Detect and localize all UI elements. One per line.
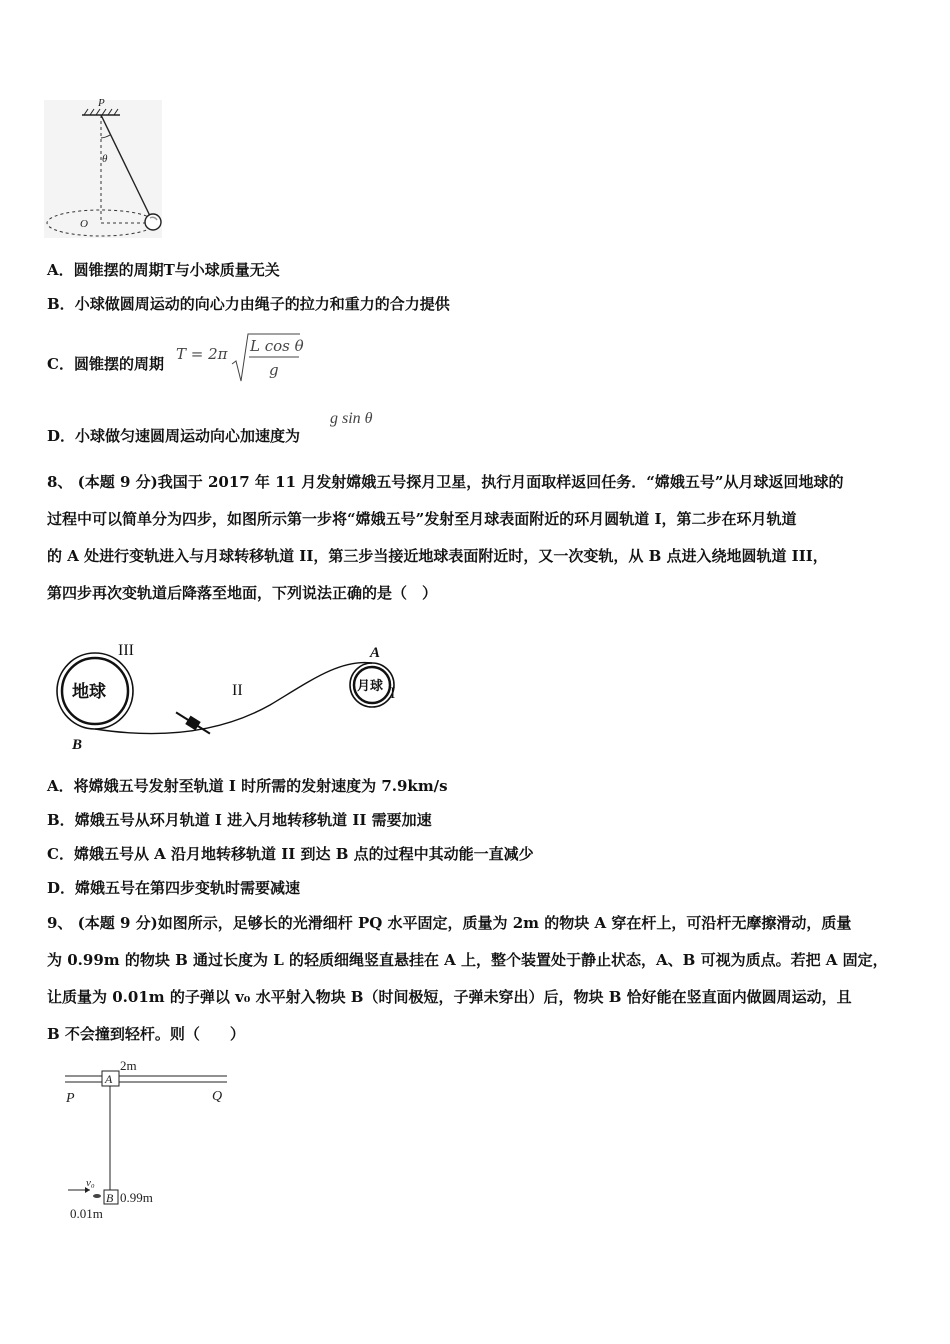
option-letter: C．	[47, 845, 74, 863]
rod-end-p: P	[66, 1091, 75, 1106]
option-letter: D．	[47, 427, 76, 445]
formula-lhs: T = 2π	[176, 345, 228, 363]
q8-stem-line-4: 第四步再次变轨道后降落至地面，下列说法正确的是（ ）	[47, 584, 438, 602]
q9-stem-line-1: 9、 (本题 9 分)如图所示，足够长的光滑细杆 PQ 水平固定，质量为 2m 的物块 A 穿在杆上，可沿杆无摩擦滑动，质量	[47, 914, 852, 932]
theta-label: θ	[102, 153, 108, 165]
option-text: 嫦娥五号在第四步变轨时需要减速	[75, 879, 301, 897]
q8-stem-line-1: 8、 (本题 9 分)我国于 2017 年 11 月发射嫦娥五号探月卫星，执行月面取样返回任务．“嫦娥五号”从月球返回地球的	[47, 473, 844, 491]
orbit-ii-label: II	[232, 682, 243, 699]
spacecraft-icon	[173, 708, 212, 738]
center-label: O	[80, 218, 88, 230]
q8-option-b[interactable]	[47, 810, 432, 830]
acceleration-formula: g sin θ	[330, 410, 373, 427]
q7-option-a[interactable]	[47, 260, 280, 280]
block-a-mass: 2m	[120, 1058, 137, 1073]
q8-option-d[interactable]	[47, 878, 300, 898]
earth-label: 地球	[72, 682, 106, 701]
option-text: 小球做圆周运动的向心力由绳子的拉力和重力的合力提供	[74, 295, 450, 313]
option-text: 圆锥摆的周期	[73, 355, 164, 373]
rod-end-q: Q	[212, 1089, 223, 1104]
option-letter: A．	[47, 777, 74, 795]
formula-denominator: g	[269, 361, 279, 379]
point-b-label: B	[72, 737, 83, 753]
rod-block-figure	[60, 1058, 240, 1223]
q8-stem-line-3: 的 A 处进行变轨进入与月球转移轨道 II，第三步当接近地球表面附近时，又一次变轨，从 B 点进入绕地圆轨道 III，	[47, 547, 828, 565]
formula-numerator: L cos θ	[250, 337, 304, 355]
block-b-label: B	[106, 1191, 114, 1205]
option-text: 嫦娥五号从 A 沿月地转移轨道 II 到达 B 点的过程中其动能一直减少	[73, 845, 534, 863]
block-a-label: A	[105, 1072, 113, 1086]
q9-stem-line-3: 让质量为 0.01m 的子弹以 v₀ 水平射入物块 B（时间极短，子弹未穿出）后，物块 B 恰好能在竖直面内做圆周运动，且	[47, 988, 852, 1006]
orbit-i-label: I	[390, 685, 396, 702]
orbit-iii-label: III	[118, 642, 134, 659]
earth-moon-orbit-figure	[50, 635, 420, 755]
q7-option-b[interactable]	[47, 294, 450, 314]
option-text: 嫦娥五号从环月轨道 I 进入月地转移轨道 II 需要加速	[74, 811, 432, 829]
block-b-mass: 0.99m	[120, 1190, 153, 1205]
option-letter: C．	[47, 355, 74, 373]
option-letter: B．	[47, 811, 75, 829]
q8-option-c[interactable]	[47, 844, 534, 864]
conical-pendulum-figure	[40, 92, 170, 242]
q7-option-d[interactable]	[47, 426, 300, 446]
q7-option-c[interactable]	[47, 354, 164, 374]
moon-label: 月球	[357, 678, 384, 693]
option-letter: D．	[47, 879, 76, 897]
period-formula	[176, 328, 306, 386]
q9-stem-line-4: B 不会撞到轻杆。则（ ）	[47, 1025, 245, 1043]
q9-stem-line-2: 为 0.99m 的物块 B 通过长度为 L 的轻质细绳竖直悬挂在 A 上，整个装置处于静止状态，A、B 可视为质点。若把 A 固定，	[47, 951, 888, 969]
option-text: 圆锥摆的周期T与小球质量无关	[73, 261, 280, 279]
option-text: 小球做匀速圆周运动向心加速度为	[75, 427, 301, 445]
option-letter: B．	[47, 295, 75, 313]
q8-option-a[interactable]	[47, 776, 448, 796]
velocity-label: v₀	[86, 1177, 95, 1189]
option-text: 将嫦娥五号发射至轨道 I 时所需的发射速度为 7.9km/s	[73, 777, 448, 795]
pivot-label: P	[98, 97, 105, 109]
q8-stem-line-2: 过程中可以简单分为四步，如图所示第一步将“嫦娥五号”发射至月球表面附近的环月圆轨道 I，第二步在环月轨道	[47, 510, 797, 528]
point-a-label: A	[370, 645, 381, 661]
bullet-mass: 0.01m	[70, 1206, 103, 1221]
option-letter: A．	[47, 261, 74, 279]
